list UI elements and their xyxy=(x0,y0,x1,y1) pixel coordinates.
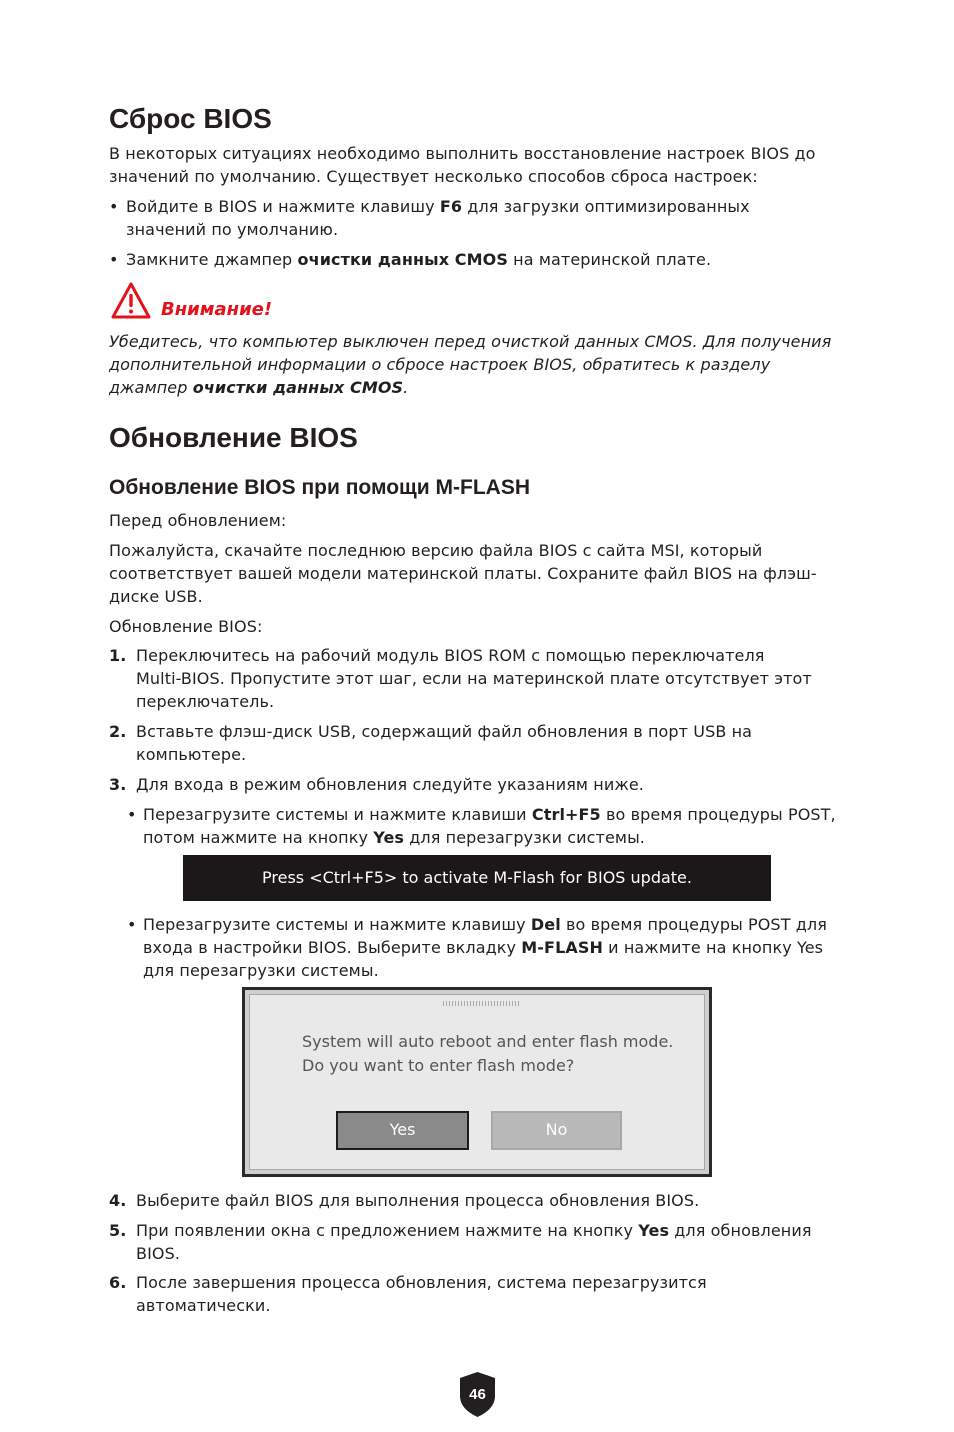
before-update-label: Перед обновлением: xyxy=(109,511,287,530)
bullet-mark: • xyxy=(109,250,119,269)
download-line-3: диске USB. xyxy=(109,587,203,606)
reset-b1-post: для загрузки оптимизированных xyxy=(462,197,750,216)
dialog-message-line-2: Do you want to enter flash mode? xyxy=(302,1056,575,1075)
reset-b2-bold: очистки данных CMOS xyxy=(297,250,508,269)
step-number: 5. xyxy=(109,1221,127,1240)
post-screen-message: Press <Ctrl+F5> to activate M-Flash for BIOS update. xyxy=(183,855,771,901)
tab-m-flash: M-FLASH xyxy=(521,938,603,957)
section-title-update: Обновление BIOS xyxy=(109,422,358,453)
page-number: 46 xyxy=(469,1386,486,1403)
warning-title: Внимание! xyxy=(161,299,273,320)
warning-line-3: джампер очистки данных CMOS. xyxy=(109,378,409,397)
warning-cmos-bold: очистки данных CMOS xyxy=(192,378,404,397)
reset-intro-line-2: значений по умолчанию. Существует несколько способов сброса настроек: xyxy=(109,167,758,186)
dialog-no-button[interactable]: No xyxy=(491,1111,622,1150)
step-number: 1. xyxy=(109,646,127,665)
bullet-mark: • xyxy=(127,915,137,934)
download-line-1: Пожалуйста, скачайте последнюю версию файла BIOS с сайта MSI, который xyxy=(109,541,763,560)
step-number: 4. xyxy=(109,1191,127,1210)
bullet-mark: • xyxy=(127,805,137,824)
step-number: 2. xyxy=(109,722,127,741)
dialog-panel xyxy=(249,994,705,1170)
dialog-drag-handle[interactable] xyxy=(443,1001,519,1006)
reset-b2-pre: Замкните джампер xyxy=(126,250,298,269)
step-4: 4. Выберите файл BIOS для выполнения процесса обновления BIOS. xyxy=(109,1191,700,1210)
step-5: 5. При появлении окна с предложением нажмите на кнопку Yes для обновления BIOS. xyxy=(109,1221,812,1263)
step-2: 2. Вставьте флэш-диск USB, содержащий файл обновления в порт USB на компьютере. xyxy=(109,722,753,764)
step-number: 3. xyxy=(109,775,127,794)
reset-bullet-2 xyxy=(109,248,849,271)
key-del: Del xyxy=(530,915,561,934)
section-title-reset: Сброс BIOS xyxy=(109,103,272,134)
warning-line-1: Убедитесь, что компьютер выключен перед очисткой данных CMOS. Для получения xyxy=(109,332,832,351)
reset-b1-cont: значений по умолчанию. xyxy=(126,220,339,239)
warning-line-2: дополнительной информации о сбросе настроек BIOS, обратитесь к разделу xyxy=(109,355,771,374)
warning-triangle-icon xyxy=(110,281,152,321)
download-line-2: соответствует вашей модели материнской платы. Сохраните файл BIOS на флэш- xyxy=(109,564,817,583)
step-3-option-del: • Перезагрузите системы и нажмите клавишу Del во время процедуры POST для входа в настройки BIOS. Выберите вкладку M-FLASH и нажмите на кнопку Yes для перезагрузки системы. xyxy=(127,915,827,980)
key-ctrl-f5: Ctrl+F5 xyxy=(531,805,601,824)
page-number-shield-icon xyxy=(458,1371,497,1418)
reset-b1-pre: Войдите в BIOS и нажмите клавишу xyxy=(126,197,440,216)
step-6: 6. После завершения процесса обновления, система перезагрузится автоматически. xyxy=(109,1273,707,1315)
flash-mode-dialog xyxy=(242,987,712,1177)
step-3-option-ctrl-f5: • Перезагрузите системы и нажмите клавиши Ctrl+F5 во время процедуры POST, потом нажмите на кнопку Yes для перезагрузки системы. xyxy=(127,805,836,847)
key-yes: Yes xyxy=(638,1221,670,1240)
reset-b2-post: на материнской плате. xyxy=(507,250,712,269)
step-1: 1. Переключитесь на рабочий модуль BIOS ROM с помощью переключателя Multi-BIOS. Пропустите этот шаг, если на материнской плате отсутствует этот переключатель. xyxy=(109,646,812,711)
reset-b1-key: F6 xyxy=(439,197,463,216)
step-3: 3. Для входа в режим обновления следуйте указаниям ниже. xyxy=(109,775,644,794)
reset-intro-line-1: В некоторых ситуациях необходимо выполнить восстановление настроек BIOS до xyxy=(109,144,816,163)
dialog-yes-button[interactable]: Yes xyxy=(336,1111,469,1150)
subsection-title-mflash: Обновление BIOS при помощи M-FLASH xyxy=(109,476,530,499)
dialog-message-line-1: System will auto reboot and enter flash mode. xyxy=(302,1032,674,1051)
steps-label: Обновление BIOS: xyxy=(109,617,263,636)
key-yes: Yes xyxy=(373,828,405,847)
step-number: 6. xyxy=(109,1273,127,1292)
bullet-mark: • xyxy=(109,197,119,216)
reset-bullet-1 xyxy=(109,195,849,241)
